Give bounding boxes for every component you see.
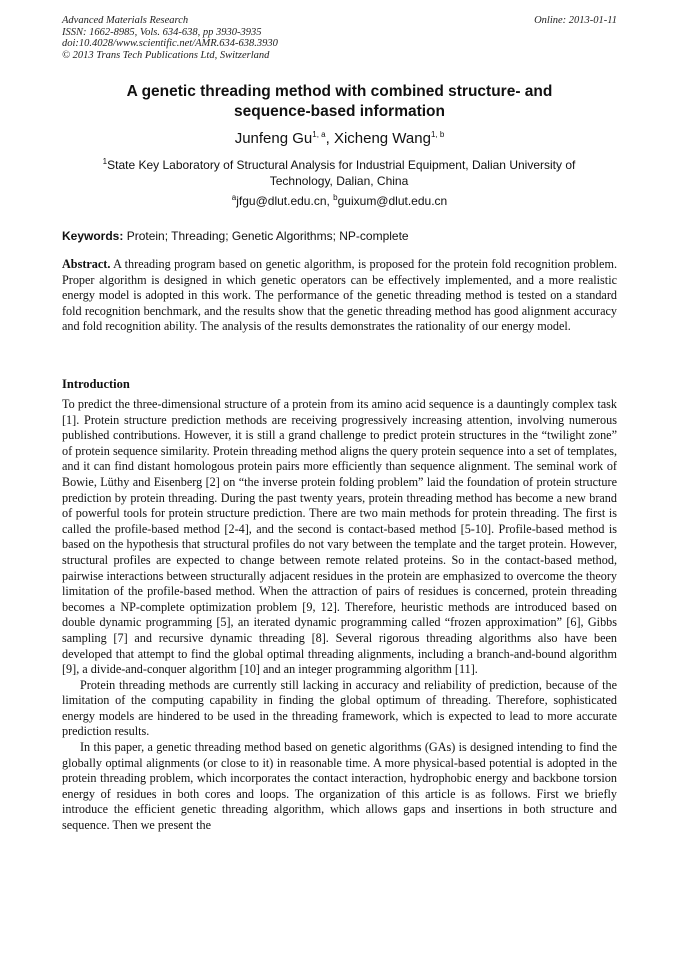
paragraph: To predict the three-dimensional structure of a protein from its amino acid sequence is a dauntingly complex task [1]. Protein structure prediction methods are receiving progressively increasing attention, involving numerous published contributions. However, it is still a grand challenge to predict protein structures in the “twilight zone” of protein sequence similarity. Protein threading method aligns the query protein sequence into a set of templates, and it can find distant homologous protein pairs more efficiently than sequence alignment. The seminal work of Bowie, Lüthy and Eisenberg [2] on “the inverse protein folding problem” laid the foundation of protein structure prediction by protein threading. During the past twenty years, protein threading method has become a new brand of powerful tools for protein structure prediction. There are two main methods for protein threading. The first is called the profile-based method [2-4], and the second is contact-based method [5-10]. Profile-based method is based on the hypothesis that structural profiles do not vary between the template and the target protein. However, structural profiles are expected to change between remote related proteins. So in the contact-based method, pairwise interactions between structurally adjacent residues in the protein are emphasized to overcome the theory limitation of the profile-based method. When the attraction of pairs of residues is concerned, protein threading becomes a NP-complete optimization problem [9, 12]. Therefore, heuristic methods are introduced based on double dynamic programming [5], an iterated dynamic programming called “frozen approximation” [6], Gibbs sampling [7] and recursive dynamic threading [8]. Several rigorous threading algorithms also have been developed that attempt to find the global optimal threading alignments, including a branch-and-bound algorithm [9], a divide-and-conquer algorithm [10] and an integer programming algorithm [11].: [62, 397, 617, 677]
paragraph: Protein threading methods are currently still lacking in accuracy and reliability of prediction, because of the limitation of the computing capability in finding the global optimum of threading. Therefore, sophisticated energy models are hindered to be used in the threading framework, which is expected to lead to more accurate prediction results.: [62, 677, 617, 739]
author-name: Xicheng Wang: [333, 130, 431, 147]
title-line-2: sequence-based information: [233, 102, 445, 120]
author-name: Junfeng Gu: [234, 130, 313, 147]
abstract-label: Abstract.: [62, 257, 111, 271]
author-separator: ,: [325, 130, 334, 147]
keywords-label: Keywords:: [62, 229, 124, 243]
email-separator: ,: [326, 194, 334, 208]
email-mark: b: [333, 193, 338, 202]
email-address: guixum@dlut.edu.cn: [337, 194, 448, 208]
email-address: jfgu@dlut.edu.cn: [236, 194, 327, 208]
title-line-1: A genetic threading method with combined structure- and: [126, 83, 553, 100]
email-mark: a: [231, 193, 237, 202]
copyright-line: © 2013 Trans Tech Publications Ltd, Switzerland: [62, 49, 270, 61]
abstract: [62, 257, 617, 335]
affiliation: [84, 157, 594, 189]
keywords: [62, 228, 617, 244]
author-emails: [62, 193, 617, 209]
keywords-text: Protein; Threading; Genetic Algorithms; NP-complete: [123, 229, 409, 243]
issn-line: ISSN: 1662-8985, Vols. 634-638, pp 3930-3935: [62, 26, 262, 38]
paragraph: In this paper, a genetic threading method based on genetic algorithms (GAs) is designed intending to find the globally optimal alignments (or close to it) in reasonable time. A more physical-based potential is adopted in the protein threading problem, which incorporates the contact interaction, hydrophobic energy and backbone torsion energy of residues in both cores and loops. The organization of this article is as follows. First we briefly introduce the efficient genetic threading algorithm, which allows gaps and insertions in both structure and sequence. Then we present the: [62, 740, 617, 833]
abstract-text: A threading program based on genetic algorithm, is proposed for the protein fold recognition problem. Proper algorithm is designed in which genetic operators can be effectively implemented, and a more realistic energy model is adopted in this work. The performance of the genetic threading method is tested on a standard fold recognition benchmark, and the results show that the genetic threading method has good alignment accuracy and fold recognition ability. The analysis of the results demonstrates the rationality of our energy model.: [62, 257, 617, 334]
section-heading: Introduction: [62, 377, 130, 391]
author-affil-mark: 1, b: [430, 130, 445, 139]
online-date: Online: 2013-01-11: [534, 15, 617, 26]
author-affil-mark: 1, a: [312, 130, 326, 139]
journal-header: [62, 15, 617, 61]
introduction-body: [62, 397, 617, 834]
journal-name: Advanced Materials Research: [62, 15, 189, 26]
author-list: [62, 130, 617, 148]
doi-line: doi:10.4028/www.scientific.net/AMR.634-638.3930: [62, 38, 278, 49]
affiliation-mark: 1: [102, 157, 108, 166]
paper-title: [62, 82, 617, 121]
affiliation-text: State Key Laboratory of Structural Analysis for Industrial Equipment, Dalian University of Technology, Dalian, China: [107, 158, 576, 188]
